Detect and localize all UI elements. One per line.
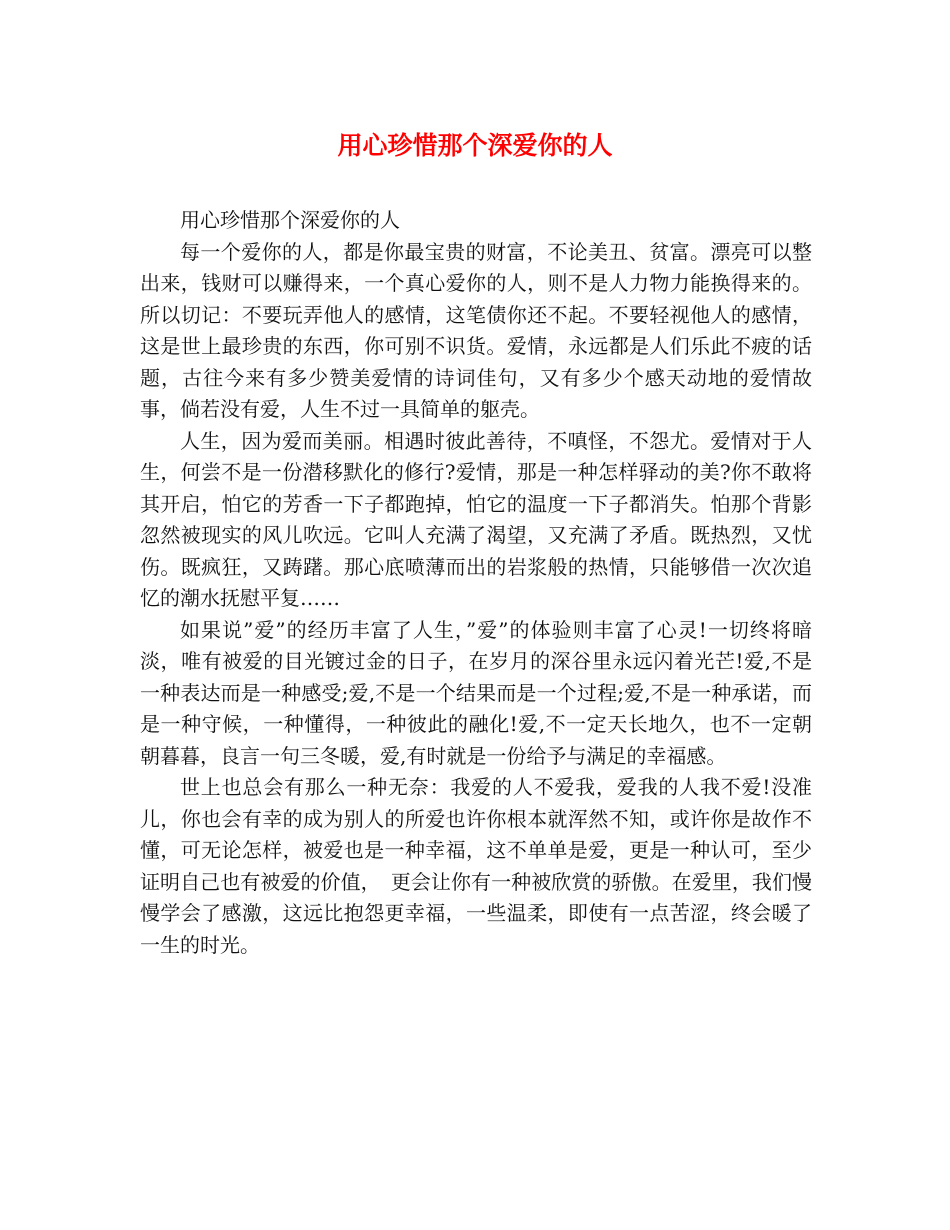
paragraph: 每一个爱你的人，都是你最宝贵的财富，不论美丑、贫富。漂亮可以整出来，钱财可以赚得来，一个真心爱你的人，则不是人力物力能换得来的。所以切记：不要玩弄他人的感情，这笔债你还不起。不要轻视他人的感情，这是世上最珍贵的东西，你可别不识货。爱情，永远都是人们乐此不疲的话题，古往今来有多少赞美爱情的诗词佳句，又有多少个感天动地的爱情故事，倘若没有爱，人生不过一具简单的躯壳。: [140, 239, 812, 421]
paragraph-subtitle: 用心珍惜那个深爱你的人: [180, 208, 400, 232]
paragraph: 如果说”爱”的经历丰富了人生，”爱”的体验则丰富了心灵!一切终将暗淡，唯有被爱的目光镀过金的日子，在岁月的深谷里永远闪着光芒!爱,不是一种表达而是一种感受;爱,不是一个结果而是一个过程;爱,不是一种承诺，而是一种守候，一种懂得，一种彼此的融化!爱,不一定天长地久，也不一定朝朝暮暮，良言一句三冬暖，爱,有时就是一份给予与满足的幸福感。: [140, 617, 812, 768]
document-body: [140, 205, 812, 961]
paragraph: 人生，因为爱而美丽。相遇时彼此善待，不嗔怪，不怨尤。爱情对于人生，何尝不是一份潜移默化的修行?爱情，那是一种怎样驿动的美?你不敢将其开启，怕它的芳香一下子都跑掉，怕它的温度一下子都消失。怕那个背影忽然被现实的风儿吹远。它叫人充满了渴望，又充满了矛盾。既热烈，又忧伤。既疯狂，又踌躇。那心底喷薄而出的岩浆般的热情，只能够借一次次追忆的潮水抚慰平复……: [140, 428, 812, 610]
paragraph: 世上也总会有那么一种无奈：我爱的人不爱我，爱我的人我不爱!没准儿，你也会有幸的成为别人的所爱也许你根本就浑然不知，或许你是故作不懂，可无论怎样，被爱也是一种幸福，这不单单是爱，更是一种认可，至少证明自己也有被爱的价值， 更会让你有一种被欣赏的骄傲。在爱里，我们慢慢学会了感激，这远比抱怨更幸福，一些温柔，即使有一点苦涩，终会暖了一生的时光。: [140, 775, 812, 957]
document-title: 用心珍惜那个深爱你的人: [337, 131, 613, 160]
